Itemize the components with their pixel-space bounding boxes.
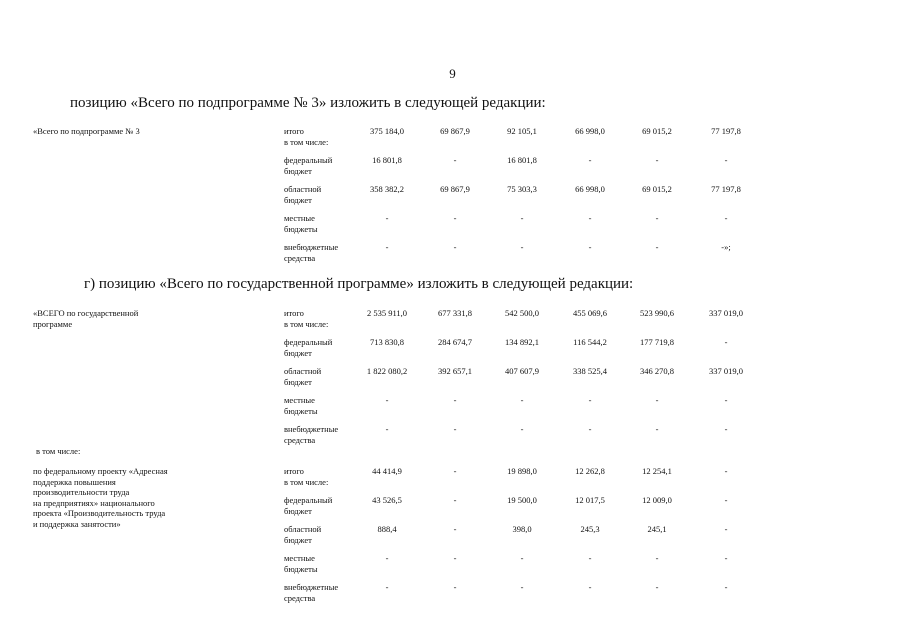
table3-value-cell: - bbox=[724, 466, 728, 476]
table2-row-category: бюджеты bbox=[284, 405, 318, 416]
table3-value-cell: - bbox=[453, 466, 457, 476]
table2-value-cell: - bbox=[453, 395, 457, 405]
table1-row-category: бюджеты bbox=[284, 223, 318, 234]
table3-value-cell: 19 898,0 bbox=[507, 466, 537, 476]
table1-value-cell: - bbox=[655, 242, 659, 252]
table3-value-cell: - bbox=[724, 524, 728, 534]
page-number: 9 bbox=[449, 66, 456, 81]
table2-value-cell: - bbox=[655, 424, 659, 434]
table2-row-category: в том числе: bbox=[284, 318, 329, 329]
table2-value-cell: 337 019,0 bbox=[709, 308, 743, 318]
table3-value-cell: 44 414,9 bbox=[372, 466, 402, 476]
table2-row-category: итого bbox=[284, 308, 304, 318]
table3-row-category: бюджет bbox=[284, 505, 312, 516]
table2-value-cell: 177 719,8 bbox=[640, 337, 674, 347]
table3-value-cell: - bbox=[385, 582, 389, 592]
table2-value-cell: - bbox=[520, 395, 524, 405]
table2-row-category: бюджет bbox=[284, 347, 312, 358]
table3-value-cell: - bbox=[655, 553, 659, 563]
table1-row-category: бюджет bbox=[284, 165, 312, 176]
table3-label-line: производительности труда bbox=[33, 487, 130, 497]
table3-value-cell: - bbox=[724, 553, 728, 563]
table1-value-cell: - bbox=[588, 242, 592, 252]
table3-value-cell: 12 262,8 bbox=[575, 466, 605, 476]
table3-value-cell: - bbox=[520, 582, 524, 592]
table2-value-cell: 455 069,6 bbox=[573, 308, 607, 318]
table2-value-cell: - bbox=[724, 337, 728, 347]
table2-value-cell: - bbox=[655, 395, 659, 405]
table3-value-cell: 43 526,5 bbox=[372, 495, 402, 505]
table2-value-cell: 677 331,8 bbox=[438, 308, 472, 318]
table3-value-cell: - bbox=[453, 495, 457, 505]
table3-value-cell: 12 017,5 bbox=[575, 495, 605, 505]
table3-row-category: внебюджетные bbox=[284, 582, 339, 592]
table3-row-category: итого bbox=[284, 466, 304, 476]
table2-value-cell: 713 830,8 bbox=[370, 337, 404, 347]
table2-value-cell: 284 674,7 bbox=[438, 337, 472, 347]
table3-value-cell: 398,0 bbox=[512, 524, 532, 534]
table1-row-category: в том числе: bbox=[284, 136, 329, 147]
table3-value-cell: 245,1 bbox=[647, 524, 667, 534]
table1-value-cell: 75 303,3 bbox=[507, 184, 537, 194]
table3-value-cell: - bbox=[385, 553, 389, 563]
table1-value-cell: 69 015,2 bbox=[642, 184, 672, 194]
table3-value-cell: - bbox=[655, 582, 659, 592]
table2-value-cell: - bbox=[453, 424, 457, 434]
table2-value-cell: - bbox=[588, 424, 592, 434]
table2-row-category: внебюджетные bbox=[284, 424, 339, 434]
table1-value-cell: - bbox=[724, 155, 728, 165]
table3-value-cell: 245,3 bbox=[580, 524, 600, 534]
table2-value-cell: - bbox=[520, 424, 524, 434]
table1-value-cell: 92 105,1 bbox=[507, 126, 537, 136]
table3-value-cell: - bbox=[588, 553, 592, 563]
table3-value-cell: - bbox=[588, 582, 592, 592]
table3-value-cell: - bbox=[453, 582, 457, 592]
table3-value-cell: - bbox=[724, 495, 728, 505]
table2-value-cell: 407 607,9 bbox=[505, 366, 539, 376]
table2-value-cell: 1 822 080,2 bbox=[366, 366, 408, 376]
table3-value-cell: 12 009,0 bbox=[642, 495, 672, 505]
table1-value-cell: 375 184,0 bbox=[370, 126, 404, 136]
table2-value-cell: - bbox=[588, 395, 592, 405]
table1-value-cell: - bbox=[724, 213, 728, 223]
table3-label-line: проекта «Производительность труда bbox=[33, 508, 166, 518]
table2-row-category: местные bbox=[284, 395, 315, 405]
table1-row-category: внебюджетные bbox=[284, 242, 339, 252]
table2-value-cell: - bbox=[724, 395, 728, 405]
in-that-number-label: в том числе: bbox=[36, 446, 81, 456]
table3-label-line: поддержка повышения bbox=[33, 476, 116, 487]
table2-row-category: бюджет bbox=[284, 376, 312, 387]
table3-value-cell: 19 500,0 bbox=[507, 495, 537, 505]
table1-value-cell: 358 382,2 bbox=[370, 184, 404, 194]
table2-value-cell: - bbox=[385, 424, 389, 434]
table1-value-cell: 69 867,9 bbox=[440, 126, 470, 136]
table2-value-cell: - bbox=[724, 424, 728, 434]
table3-value-cell: 888,4 bbox=[377, 524, 397, 534]
table1-value-cell: - bbox=[385, 213, 389, 223]
table3-row-category: бюджет bbox=[284, 534, 312, 545]
table3-value-cell: - bbox=[453, 553, 457, 563]
table2-value-cell: 542 500,0 bbox=[505, 308, 539, 318]
table3-row-category: средства bbox=[284, 592, 316, 603]
table1-row-category: бюджет bbox=[284, 194, 312, 205]
table2-row-category: областной bbox=[284, 366, 322, 376]
table3-row-category: бюджеты bbox=[284, 563, 318, 574]
table1-value-cell: -»; bbox=[721, 242, 731, 252]
table3-value-cell: 12 254,1 bbox=[642, 466, 672, 476]
table2-label-line: «ВСЕГО по государственной bbox=[33, 308, 139, 318]
table2-value-cell: 523 990,6 bbox=[640, 308, 674, 318]
table3-row-category: федеральный bbox=[284, 495, 333, 505]
table1-value-cell: - bbox=[588, 213, 592, 223]
table2-value-cell: 392 657,1 bbox=[438, 366, 472, 376]
table1-value-cell: 69 867,9 bbox=[440, 184, 470, 194]
table1-row-category: местные bbox=[284, 213, 315, 223]
table2-row-category: федеральный bbox=[284, 337, 333, 347]
table1-value-cell: 69 015,2 bbox=[642, 126, 672, 136]
table2-value-cell: 337 019,0 bbox=[709, 366, 743, 376]
table3-row-category: областной bbox=[284, 524, 322, 534]
table2-value-cell: 338 525,4 bbox=[573, 366, 607, 376]
table2-label-line: программе bbox=[33, 318, 73, 329]
table3-row-category: в том числе: bbox=[284, 476, 329, 487]
table1-value-cell: - bbox=[385, 242, 389, 252]
section-heading-state-program: г) позицию «Всего по государственной программе» изложить в следующей редакции: bbox=[84, 276, 634, 292]
table2-value-cell: 2 535 911,0 bbox=[366, 308, 408, 318]
table1-row-category: федеральный bbox=[284, 155, 333, 165]
table1-value-cell: - bbox=[453, 155, 457, 165]
table1-value-cell: 77 197,8 bbox=[711, 126, 741, 136]
table3-label-line: на предприятиях» национального bbox=[33, 497, 155, 508]
table3-label-line: и поддержка занятости» bbox=[33, 518, 121, 529]
table1-label-line: «Всего по подпрограмме № 3 bbox=[33, 126, 140, 136]
table2-value-cell: 346 270,8 bbox=[640, 366, 674, 376]
table2-row-category: средства bbox=[284, 434, 316, 445]
table1-row-category: средства bbox=[284, 252, 316, 263]
table2-value-cell: 134 892,1 bbox=[505, 337, 539, 347]
table1-value-cell: - bbox=[655, 155, 659, 165]
table1-value-cell: 77 197,8 bbox=[711, 184, 741, 194]
table1-value-cell: - bbox=[453, 242, 457, 252]
table3-value-cell: - bbox=[724, 582, 728, 592]
table1-value-cell: 66 998,0 bbox=[575, 184, 605, 194]
table1-value-cell: 16 801,8 bbox=[372, 155, 402, 165]
table1-value-cell: 16 801,8 bbox=[507, 155, 537, 165]
table1-value-cell: 66 998,0 bbox=[575, 126, 605, 136]
section-heading-subprogram: позицию «Всего по подпрограмме № 3» изложить в следующей редакции: bbox=[70, 95, 546, 111]
table1-value-cell: - bbox=[520, 213, 524, 223]
table3-row-category: местные bbox=[284, 553, 315, 563]
table1-value-cell: - bbox=[453, 213, 457, 223]
table2-value-cell: 116 544,2 bbox=[573, 337, 607, 347]
table2-value-cell: - bbox=[385, 395, 389, 405]
table1-row-category: областной bbox=[284, 184, 322, 194]
table3-value-cell: - bbox=[520, 553, 524, 563]
table1-value-cell: - bbox=[520, 242, 524, 252]
table1-value-cell: - bbox=[655, 213, 659, 223]
table3-value-cell: - bbox=[453, 524, 457, 534]
table1-row-category: итого bbox=[284, 126, 304, 136]
table1-value-cell: - bbox=[588, 155, 592, 165]
table3-label-line: по федеральному проекту «Адресная bbox=[33, 466, 168, 476]
